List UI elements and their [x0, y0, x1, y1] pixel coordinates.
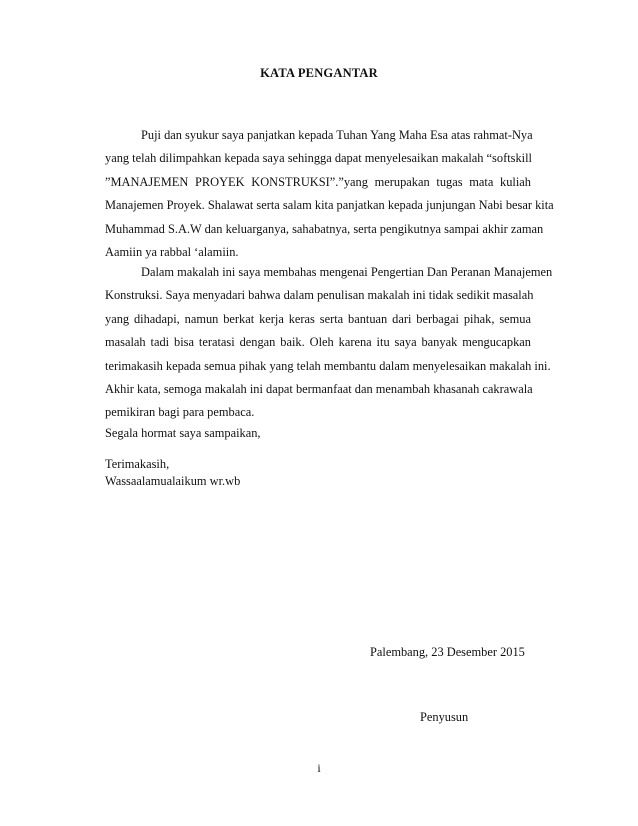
- thanks-text: Terimakasih,: [105, 457, 170, 471]
- place-date: Palembang, 23 Desember 2015: [370, 645, 525, 659]
- paragraph-line: Aamiin ya rabbal ‘alamiin.: [105, 245, 239, 260]
- paragraph-line: Manajemen Proyek. Shalawat serta salam kita panjatkan kepada junjungan Nabi besar kita: [105, 198, 554, 213]
- salam-text: Wassaalamualaikum wr.wb: [105, 474, 241, 488]
- page-title: KATA PENGANTAR: [260, 66, 378, 80]
- closing-block: [105, 456, 240, 490]
- paragraph-line: Akhir kata, semoga makalah ini dapat bermanfaat dan menambah khasanah cakrawala: [105, 382, 533, 397]
- paragraph-line: Dalam makalah ini saya membahas mengenai Pengertian Dan Peranan Manajemen: [141, 265, 553, 279]
- paragraph-line: ”MANAJEMEN PROYEK KONSTRUKSI”.”yang merupakan tugas mata kuliah: [105, 174, 531, 189]
- paragraph-line: terimakasih kepada semua pihak yang telah membantu dalam menyelesaikan makalah ini.: [105, 358, 551, 373]
- page-number: i: [317, 761, 321, 775]
- author-signature: Penyusun: [420, 710, 469, 724]
- paragraph-line: yang telah dilimpahkan kepada saya sehingga dapat menyelesaikan makalah “softskill: [105, 151, 532, 166]
- paragraph-line: Konstruksi. Saya menyadari bahwa dalam penulisan makalah ini tidak sedikit masalah: [105, 288, 534, 303]
- paragraph-line: pemikiran bagi para pembaca.: [105, 405, 255, 420]
- paragraph-opening: [105, 124, 554, 264]
- paragraph-line: masalah tadi bisa teratasi dengan baik. Oleh karena itu saya banyak mengucapkan: [105, 335, 531, 350]
- regards-text: Segala hormat saya sampaikan,: [105, 426, 261, 440]
- paragraph-line: yang dihadapi, namun berkat kerja keras serta bantuan dari berbagai pihak, semua: [105, 311, 531, 326]
- paragraph-line: Muhammad S.A.W dan keluarganya, sahabatnya, serta pengikutnya sampai akhir zaman: [105, 221, 544, 236]
- paragraph-line: Puji dan syukur saya panjatkan kepada Tuhan Yang Maha Esa atas rahmat-Nya: [141, 128, 533, 142]
- paragraph-body: [105, 261, 553, 425]
